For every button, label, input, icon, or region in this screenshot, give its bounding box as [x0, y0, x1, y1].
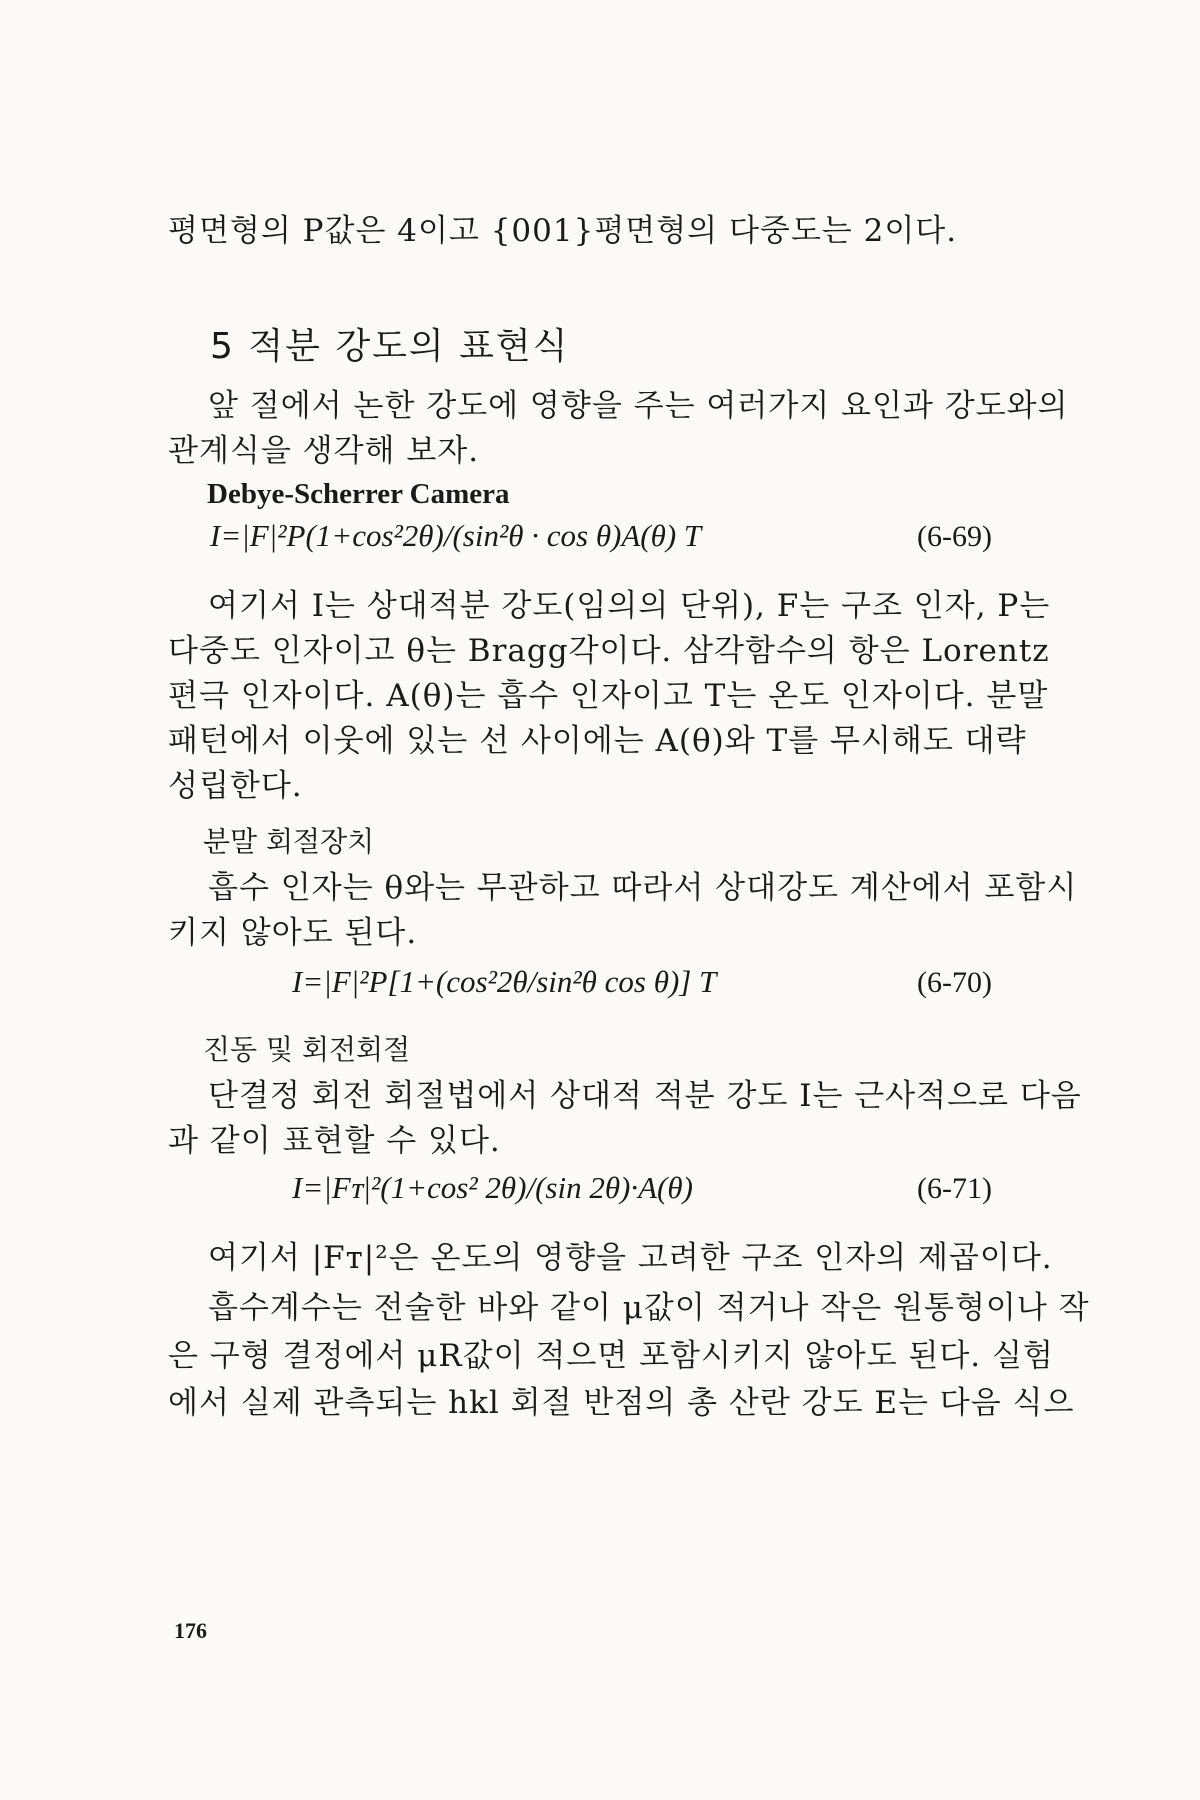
equation-number-6-69: (6-69) — [917, 520, 992, 553]
paragraph2-line-2: 다중도 인자이고 θ는 Bragg각이다. 삼각함수의 항은 Lorentz — [168, 633, 1050, 669]
intro-line: 평면형의 P값은 4이고 {001}평면형의 다중도는 2이다. — [168, 213, 958, 249]
paragraph4-line-2: 과 같이 표현할 수 있다. — [168, 1123, 501, 1159]
paragraph2-line-5: 성립한다. — [168, 768, 303, 804]
paragraph3-line-2: 키지 않아도 된다. — [168, 915, 418, 951]
paragraph2-line-3: 편극 인자이다. A(θ)는 흡수 인자이고 T는 온도 인자이다. 분말 — [168, 678, 1049, 714]
equation-6-70: I=|F|²P[1+(cos²2θ/sin²θ cos θ)] T — [292, 964, 717, 999]
subheading-debye-scherrer: Debye-Scherrer Camera — [207, 478, 510, 510]
subheading-powder-diffractometer: 분말 회절장치 — [203, 825, 375, 858]
paragraph5-line-2: 흡수계수는 전술한 바와 같이 μ값이 적거나 작은 원통형이나 작 — [208, 1290, 1090, 1326]
paragraph1-line-2: 관계식을 생각해 보자. — [168, 433, 480, 469]
paragraph2-line-4: 패턴에서 이웃에 있는 선 사이에는 A(θ)와 T를 무시해도 대략 — [168, 723, 1027, 759]
paragraph1-line-1: 앞 절에서 논한 강도에 영향을 주는 여러가지 요인과 강도와의 — [208, 388, 1069, 424]
subheading-rotation-diffraction: 진동 및 회전회절 — [203, 1033, 411, 1066]
paragraph5-line-1: 여기서 |Fᴛ|²은 온도의 영향을 고려한 구조 인자의 제곱이다. — [208, 1240, 1053, 1276]
paragraph5-line-3: 은 구형 결정에서 μR값이 적으면 포함시키지 않아도 된다. 실험 — [168, 1338, 1054, 1374]
paragraph5-line-4: 에서 실제 관측되는 hkl 회절 반점의 총 산란 강도 E는 다음 식으 — [168, 1385, 1075, 1421]
page-number: 176 — [174, 1618, 207, 1643]
paragraph4-line-1: 단결정 회전 회절법에서 상대적 적분 강도 I는 근사적으로 다음 — [208, 1078, 1082, 1114]
paragraph2-line-1: 여기서 I는 상대적분 강도(임의의 단위), F는 구조 인자, P는 — [208, 588, 1051, 624]
paragraph3-line-1: 흡수 인자는 θ와는 무관하고 따라서 상대강도 계산에서 포함시 — [208, 870, 1078, 906]
equation-6-69: I=|F|²P(1+cos²2θ)/(sin²θ · cos θ)A(θ) T — [210, 518, 702, 553]
equation-number-6-70: (6-70) — [917, 966, 992, 999]
equation-6-71: I=|Fᴛ|²(1+cos² 2θ)/(sin 2θ)·A(θ) — [292, 1170, 693, 1205]
equation-number-6-71: (6-71) — [917, 1172, 992, 1205]
section-heading: 5 적분 강도의 표현식 — [210, 326, 570, 367]
